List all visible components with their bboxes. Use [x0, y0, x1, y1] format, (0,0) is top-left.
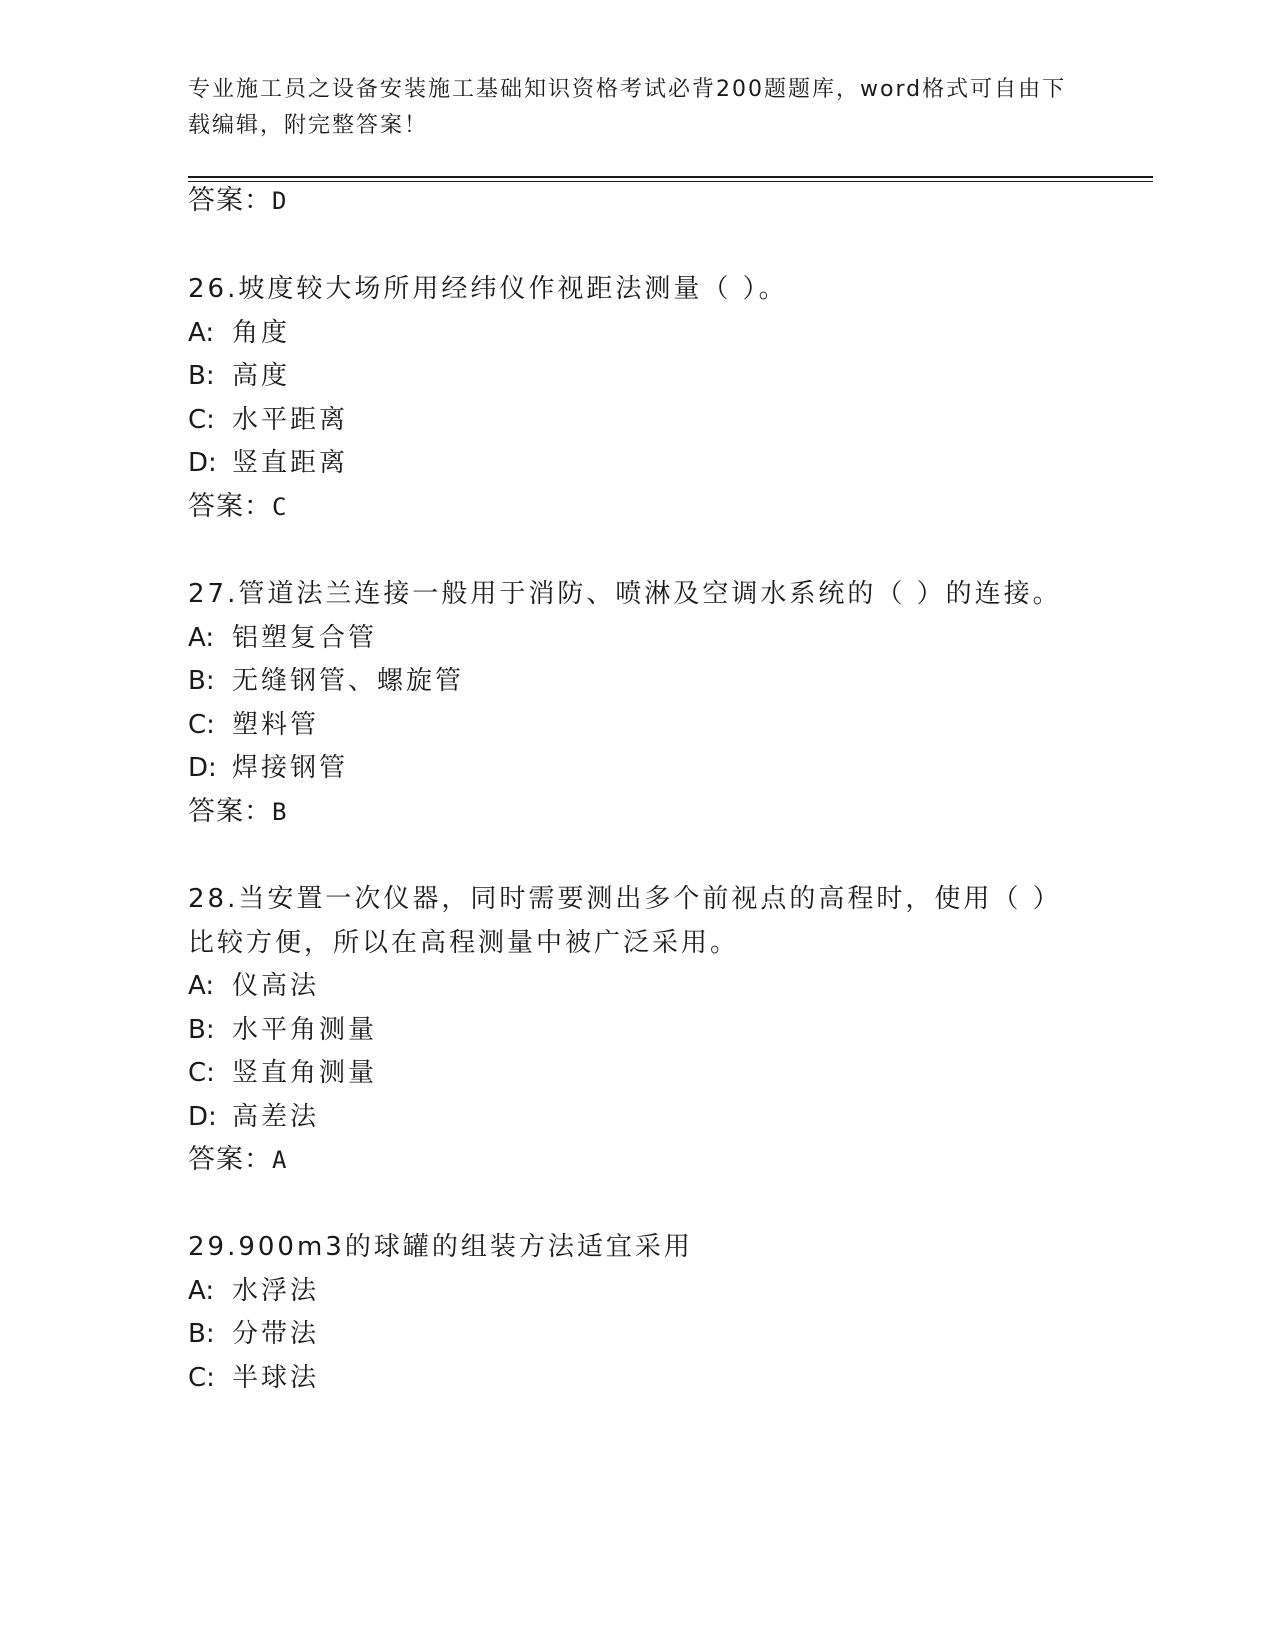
option-text: 水平角测量 — [232, 1015, 378, 1045]
option-line — [188, 446, 348, 480]
answer-value: C — [272, 493, 287, 521]
option-text: 高差法 — [232, 1102, 320, 1132]
option-line — [188, 708, 319, 742]
question-stem-continued: 比较方便，所以在高程测量中被广泛采用。 — [188, 928, 740, 958]
option-key: A: — [188, 623, 215, 653]
answer-line — [188, 184, 286, 218]
option-line — [188, 621, 377, 655]
question-stem: 26.坡度较大场所用经纬仪作视距法测量（ ）。 — [188, 274, 788, 304]
option-text: 焊接钢管 — [232, 753, 349, 783]
answer-label: 答案： — [188, 796, 272, 827]
option-text: 竖直角测量 — [232, 1058, 378, 1088]
option-key: D: — [188, 1102, 217, 1132]
option-text: 分带法 — [232, 1319, 320, 1349]
option-key: C: — [188, 1363, 215, 1393]
option-line — [188, 969, 319, 1003]
answer-line — [188, 795, 286, 829]
option-key: B: — [188, 361, 215, 391]
option-text: 高度 — [232, 361, 291, 391]
option-key: D: — [188, 753, 217, 783]
answer-label: 答案： — [188, 1144, 272, 1175]
option-text: 角度 — [232, 318, 291, 348]
option-line — [188, 751, 348, 785]
question-stem: 29.900m3的球罐的组装方法适宜采用 — [188, 1232, 693, 1262]
option-text: 水浮法 — [232, 1276, 320, 1306]
option-key: A: — [188, 318, 215, 348]
answer-line — [188, 490, 286, 524]
option-line — [188, 316, 290, 350]
option-key: B: — [188, 666, 215, 696]
answer-label: 答案： — [188, 185, 272, 216]
option-line — [188, 1100, 319, 1134]
document-header: 专业施工员之设备安装施工基础知识资格考试必背200题题库，word格式可自由下载编辑，附完整答案！ — [188, 77, 1067, 138]
option-text: 塑料管 — [232, 710, 320, 740]
option-key: D: — [188, 448, 217, 478]
option-key: B: — [188, 1319, 215, 1349]
option-key: C: — [188, 405, 215, 435]
question-stem: 27.管道法兰连接一般用于消防、喷淋及空调水系统的（ ）的连接。 — [188, 579, 1062, 609]
answer-label: 答案： — [188, 491, 272, 522]
option-text: 仪高法 — [232, 971, 320, 1001]
option-key: C: — [188, 710, 215, 740]
option-line — [188, 403, 348, 437]
option-line — [188, 1056, 377, 1090]
header-rule-thin — [188, 181, 1153, 182]
option-line — [188, 1317, 319, 1351]
answer-value: D — [272, 187, 287, 215]
option-text: 无缝钢管、螺旋管 — [232, 666, 465, 696]
answer-value: B — [272, 798, 287, 826]
header-rule-thick — [188, 176, 1153, 178]
option-text: 水平距离 — [232, 405, 349, 435]
option-line — [188, 1274, 319, 1308]
question-stem: 28.当安置一次仪器，同时需要测出多个前视点的高程时，使用（ ） — [188, 884, 1062, 914]
option-key: A: — [188, 971, 215, 1001]
option-line — [188, 359, 290, 393]
option-key: C: — [188, 1058, 215, 1088]
option-key: A: — [188, 1276, 215, 1306]
option-key: B: — [188, 1015, 215, 1045]
option-line — [188, 664, 464, 698]
option-line — [188, 1013, 377, 1047]
answer-line — [188, 1143, 286, 1177]
answer-value: A — [272, 1146, 287, 1174]
option-text: 竖直距离 — [232, 448, 349, 478]
option-text: 铝塑复合管 — [232, 623, 378, 653]
option-line — [188, 1361, 319, 1395]
option-text: 半球法 — [232, 1363, 320, 1393]
